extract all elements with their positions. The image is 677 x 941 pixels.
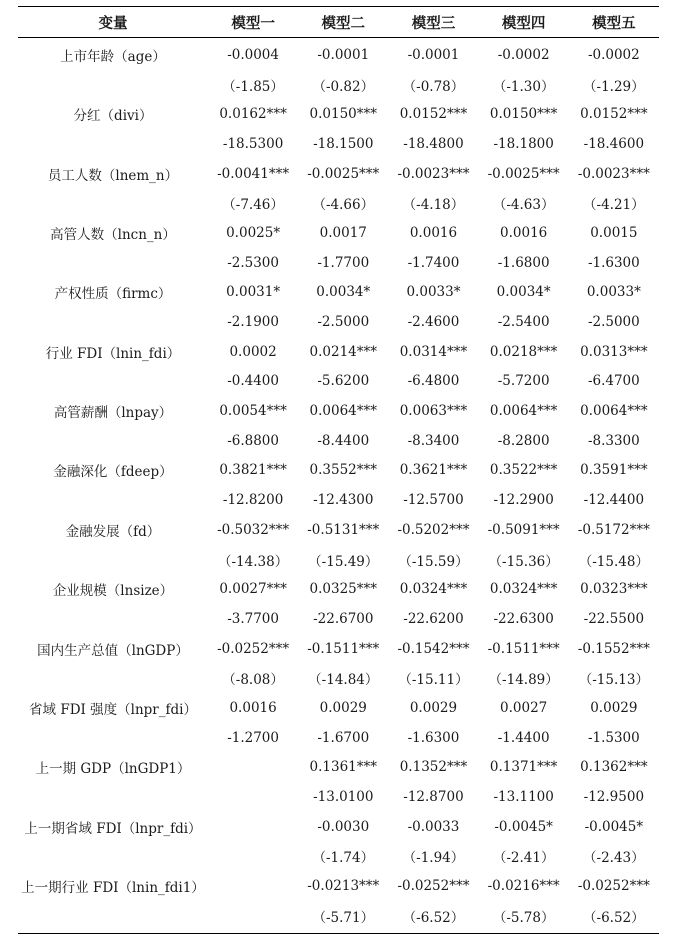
table-row [18,753,659,783]
model-3-value: -0.0023*** [397,165,470,182]
model-5-value: 0.1362*** [580,759,648,776]
model-4-value: 0.0218*** [489,343,558,360]
model-5-value: -22.5500 [583,610,645,627]
model-2-value: -0.1511*** [307,640,380,657]
model-4-value: 0.0016 [500,224,548,241]
model-2-value: -0.0213*** [307,878,380,895]
model-5-value: 0.0033* [586,284,641,301]
variable-label: 分红（divi） [73,108,153,125]
model-2-value: （-4.66） [312,197,375,214]
model-1-value: （-8.08） [222,672,284,689]
model-1-value: 0.0002 [229,343,277,360]
table-row [18,574,659,604]
model-5-value: -2.5000 [587,314,640,331]
table-row [18,40,659,70]
model-4-value: -1.4400 [497,729,550,746]
variable-label: 金融发展（fd） [65,523,161,540]
model-4-value: -1.6800 [497,254,550,271]
model-2-value: 0.3552*** [309,462,378,479]
model-1-value: （-1.85） [222,78,284,95]
model-3-value: 0.0029 [409,699,458,716]
model-4-value: 0.1371*** [489,759,558,776]
model-5-value: -0.0002 [587,46,640,63]
model-2-value: -0.0025*** [307,165,380,182]
table-body [18,38,659,933]
model-4-value: （-5.78） [492,909,555,926]
model-3-value: -0.1542*** [397,640,470,657]
variable-label: 上一期 GDP（lnGDP1） [35,761,191,778]
table-row [18,604,659,634]
model-3-value: （-15.11） [398,672,469,689]
model-5-value: （-2.43） [583,850,645,867]
model-1-value: 0.0054*** [219,403,287,420]
table-row [18,159,659,189]
table-row [18,485,659,515]
model-4-value: 0.0064*** [489,403,558,420]
model-3-value: 0.0324*** [399,581,468,598]
model-1-value: -2.5300 [227,254,279,271]
table-row [18,456,659,486]
model-5-value: 0.3591*** [580,462,648,479]
model-5-value: （-1.29） [583,78,645,95]
model-5-value: -1.6300 [587,254,640,271]
model-5-value: 0.0313*** [580,343,648,360]
model-1-value: -12.8200 [222,492,284,509]
model-1-value: -0.0004 [227,46,279,63]
model-3-value: （-0.78） [402,78,465,95]
model-3-value: -0.0252*** [397,878,470,895]
model-4-value: -2.5400 [497,314,550,331]
table-row [18,337,659,367]
model-2-value: （-15.49） [308,553,379,570]
header-model-5: 模型五 [592,14,636,32]
model-1-value: （-14.38） [217,553,289,570]
model-5-value: 0.0015 [590,224,638,241]
model-1-value: -0.0252*** [217,640,290,657]
model-1-value: -0.0041*** [217,165,290,182]
model-5-value: -12.4400 [583,492,645,509]
model-1-value: 0.0162*** [219,106,287,123]
model-4-value: -12.2900 [493,492,554,509]
table-row [18,188,659,218]
table-row [18,70,659,100]
table-row [18,129,659,159]
model-2-value: （-14.84） [308,672,379,689]
model-3-value: -22.6200 [403,610,464,627]
variable-label: 国内生产总值（lnGDP） [37,642,189,659]
model-1-value: （-7.46） [222,197,284,214]
model-4-value: 0.0324*** [489,581,558,598]
model-3-value: -0.0033 [407,818,460,835]
table-row [18,812,659,842]
model-4-value: -18.1800 [493,135,554,152]
variable-label: 高管薪酬（lnpay） [53,405,173,422]
model-4-value: -0.0025*** [487,165,560,182]
header-model-3: 模型三 [411,14,456,32]
model-5-value: -1.5300 [587,729,640,746]
variable-label: 高管人数（lncn_n） [50,226,176,243]
model-4-value: -22.6300 [493,610,554,627]
model-5-value: -18.4600 [583,135,645,152]
model-1-value: 0.0027*** [219,581,287,598]
model-4-value: -0.5091*** [487,521,560,538]
model-3-value: 0.0152*** [399,106,468,123]
table-row [18,723,659,753]
model-1-value: 0.0031* [226,284,281,301]
model-4-value: -13.1100 [493,789,554,806]
variable-label: 产权性质（firmc） [54,286,172,303]
table-row [18,901,659,931]
model-2-value: 0.0029 [319,699,367,716]
model-5-value: -0.5172*** [577,521,650,538]
model-2-value: -12.4300 [313,492,374,509]
model-2-value: （-0.82） [312,78,375,95]
model-4-value: 0.0034* [496,284,551,301]
model-4-value: （-1.30） [492,78,555,95]
model-2-value: 0.0064*** [309,403,378,420]
model-2-value: 0.0034* [316,284,371,301]
model-1-value: -18.5300 [222,135,284,152]
model-1-value: -6.8800 [227,432,279,449]
variable-label: 省域 FDI 强度（lnpr_fdi） [29,701,197,718]
variable-label: 上一期省域 FDI（lnpr_fdi） [24,820,202,837]
table-row [18,634,659,664]
model-5-value: 0.0029 [590,699,638,716]
table-bottom-rule [18,933,659,934]
header-model-4: 模型四 [501,14,546,32]
model-2-value: 0.0150*** [309,106,378,123]
model-3-value: 0.0314*** [399,343,468,360]
model-4-value: -0.0216*** [487,878,560,895]
model-2-value: -0.5131*** [307,521,380,538]
model-4-value: -0.0045* [494,818,553,835]
table-row [18,515,659,545]
model-3-value: -18.4800 [403,135,464,152]
model-2-value: 0.0214*** [309,343,378,360]
variable-label: 企业规模（lnsize） [52,583,174,600]
model-3-value: -2.4600 [407,314,460,331]
model-2-value: -22.6700 [313,610,374,627]
model-5-value: 0.0064*** [580,403,648,420]
model-4-value: （-4.63） [492,197,555,214]
header-model-1: 模型一 [231,14,275,32]
model-4-value: （-14.89） [488,672,559,689]
variable-label: 上市年龄（age） [60,48,166,65]
model-3-value: -6.4800 [407,373,460,390]
model-5-value: （-6.52） [583,909,645,926]
model-3-value: -1.6300 [407,729,460,746]
model-4-value: 0.3522*** [489,462,558,479]
table-row [18,782,659,812]
model-2-value: -5.6200 [317,373,370,390]
model-3-value: 0.0016 [409,224,458,241]
model-3-value: -12.8700 [403,789,464,806]
model-5-value: 0.0323*** [580,581,648,598]
model-5-value: （-4.21） [583,197,645,214]
model-4-value: （-2.41） [492,850,555,867]
model-5-value: -0.1552*** [577,640,650,657]
model-1-value: -2.1900 [227,314,279,331]
model-3-value: -8.3400 [407,432,460,449]
model-2-value: -18.1500 [313,135,374,152]
header-variable: 变量 [98,14,128,32]
table-row [18,426,659,456]
model-5-value: -0.0023*** [577,165,650,182]
model-2-value: -1.6700 [317,729,370,746]
variable-label: 员工人数（lnem_n） [47,167,179,184]
model-1-value: 0.0025* [226,224,281,241]
model-5-value: -0.0252*** [577,878,650,895]
model-4-value: -0.1511*** [487,640,560,657]
model-3-value: 0.3621*** [399,462,468,479]
table-row [18,99,659,129]
table-row [18,367,659,397]
model-2-value: -0.0030 [317,818,370,835]
table-row [18,842,659,872]
model-3-value: （-1.94） [402,850,465,867]
table-row [18,545,659,575]
variable-label: 行业 FDI（lnin_fdi） [45,345,181,362]
table-row [18,248,659,278]
model-3-value: -0.0001 [407,46,460,63]
model-4-value: （-15.36） [488,553,559,570]
table-row [18,307,659,337]
model-4-value: -0.0002 [497,46,550,63]
regression-table [18,4,659,934]
model-4-value: -8.2800 [497,432,550,449]
model-3-value: （-4.18） [402,197,465,214]
model-2-value: 0.0325*** [309,581,378,598]
model-3-value: -1.7400 [407,254,460,271]
model-3-value: -12.5700 [403,492,464,509]
table-row [18,278,659,308]
table-row [18,693,659,723]
model-1-value: 0.0016 [229,699,277,716]
model-4-value: 0.0027 [500,699,548,716]
table-row [18,396,659,426]
model-3-value: 0.1352*** [399,759,468,776]
model-2-value: （-1.74） [312,850,375,867]
model-5-value: -8.3300 [587,432,640,449]
model-3-value: （-15.59） [398,553,469,570]
model-2-value: 0.1361*** [309,759,378,776]
model-1-value: -3.7700 [227,610,279,627]
model-3-value: （-6.52） [402,909,465,926]
model-1-value: -0.5032*** [217,521,290,538]
header-model-2: 模型二 [321,14,366,32]
model-5-value: 0.0152*** [580,106,648,123]
table-row [18,218,659,248]
model-1-value: -0.4400 [227,373,279,390]
model-1-value: -1.2700 [227,729,279,746]
model-1-value: 0.3821*** [219,462,287,479]
model-5-value: -12.9500 [583,789,645,806]
model-2-value: -8.4400 [317,432,370,449]
variable-label: 金融深化（fdeep） [53,464,173,481]
model-5-value: -0.0045* [584,818,644,835]
model-3-value: 0.0033* [406,284,461,301]
model-2-value: 0.0017 [319,224,367,241]
model-5-value: （-15.13） [578,672,649,689]
model-2-value: -1.7700 [317,254,370,271]
model-2-value: -0.0001 [317,46,370,63]
model-5-value: （-15.48） [578,553,649,570]
table-header [18,7,659,37]
variable-label: 上一期行业 FDI（lnin_fdi1） [21,880,205,897]
table-row [18,871,659,901]
model-3-value: -0.5202*** [397,521,470,538]
model-4-value: -5.7200 [497,373,550,390]
model-2-value: -2.5000 [317,314,370,331]
model-2-value: -13.0100 [313,789,374,806]
model-2-value: （-5.71） [312,909,375,926]
model-4-value: 0.0150*** [489,106,558,123]
model-3-value: 0.0063*** [399,403,468,420]
table-row [18,663,659,693]
model-5-value: -6.4700 [587,373,640,390]
